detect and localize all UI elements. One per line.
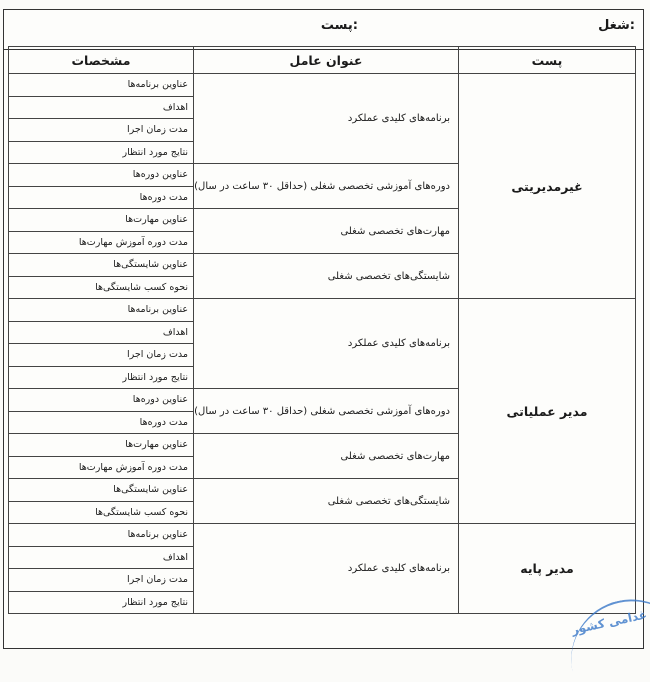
spec-cell: نتایج مورد انتظار [9, 141, 194, 164]
spec-cell: اهداف [9, 96, 194, 119]
column-header-post: پست [459, 47, 636, 74]
factor-cell: مهارت‌های تخصصی شغلی [194, 434, 459, 479]
competency-table [8, 46, 636, 614]
job-label: شغل: [598, 18, 635, 33]
spec-cell: عناوین دوره‌ها [9, 389, 194, 412]
table-row [9, 524, 636, 547]
spec-cell: نحوه کسب شایستگی‌ها [9, 276, 194, 299]
factor-cell: برنامه‌های کلیدی عملکرد [194, 299, 459, 389]
spec-cell: اهداف [9, 321, 194, 344]
stamp-text: غدامی کشور [570, 607, 649, 638]
spec-cell: مدت دوره‌ها [9, 411, 194, 434]
spec-cell: عناوین شایستگی‌ها [9, 479, 194, 502]
factor-cell: دوره‌های آموزشی تخصصی شغلی (حداقل ۳۰ ساعت در سال) [194, 389, 459, 434]
spec-cell: مدت دوره‌ها [9, 186, 194, 209]
spec-cell: مدت زمان اجرا [9, 344, 194, 367]
spec-cell: عناوین برنامه‌ها [9, 524, 194, 547]
factor-cell: دوره‌های آموزشی تخصصی شغلی (حداقل ۳۰ ساعت در سال) [194, 164, 459, 209]
spec-cell: عناوین مهارت‌ها [9, 434, 194, 457]
factor-cell: شایستگی‌های تخصصی شغلی [194, 479, 459, 524]
spec-cell: عناوین برنامه‌ها [9, 74, 194, 97]
spec-cell: نتایج مورد انتظار [9, 366, 194, 389]
factor-cell: برنامه‌های کلیدی عملکرد [194, 74, 459, 164]
post-label: پست: [320, 18, 358, 33]
spec-cell: عناوین دوره‌ها [9, 164, 194, 187]
post-cell: مدیر پایه [459, 524, 636, 614]
spec-cell: اهداف [9, 546, 194, 569]
table-header-row [9, 47, 636, 74]
spec-cell: نتایج مورد انتظار [9, 591, 194, 614]
post-cell: غیرمدیریتی [459, 74, 636, 299]
table-row [9, 299, 636, 322]
post-cell: مدیر عملیاتی [459, 299, 636, 524]
spec-cell: مدت زمان اجرا [9, 119, 194, 142]
column-header-specs: مشخصات [9, 47, 194, 74]
spec-cell: عناوین برنامه‌ها [9, 299, 194, 322]
spec-cell: نحوه کسب شایستگی‌ها [9, 501, 194, 524]
form-header [4, 10, 643, 50]
factor-cell: شایستگی‌های تخصصی شغلی [194, 254, 459, 299]
factor-cell: مهارت‌های تخصصی شغلی [194, 209, 459, 254]
table-row [9, 74, 636, 97]
spec-cell: مدت دوره آموزش مهارت‌ها [9, 456, 194, 479]
factor-cell: برنامه‌های کلیدی عملکرد [194, 524, 459, 614]
spec-cell: عناوین شایستگی‌ها [9, 254, 194, 277]
spec-cell: عناوین مهارت‌ها [9, 209, 194, 232]
column-header-factor: عنوان عامل [194, 47, 459, 74]
spec-cell: مدت زمان اجرا [9, 569, 194, 592]
spec-cell: مدت دوره آموزش مهارت‌ها [9, 231, 194, 254]
